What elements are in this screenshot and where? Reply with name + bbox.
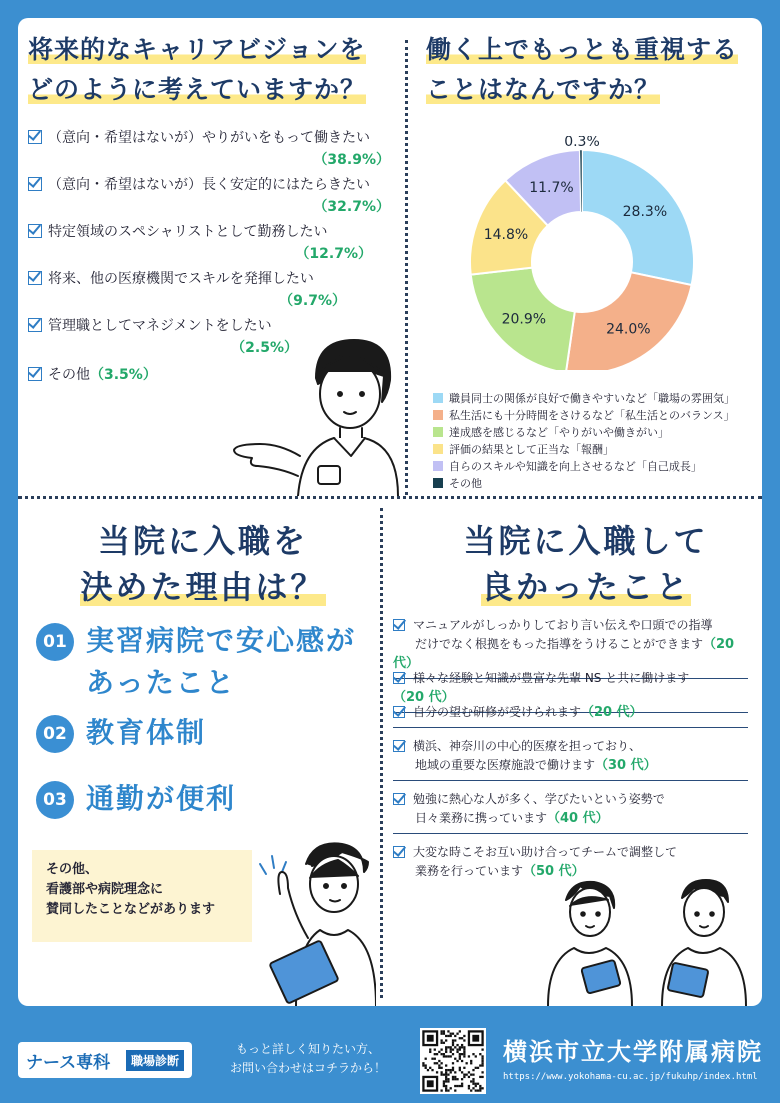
reason-number-badge: 01 [36, 623, 74, 661]
q1-option-text: 将来、他の医療機関でスキルを発揮したい [48, 271, 314, 287]
reason-number-badge: 03 [36, 781, 74, 819]
good-text-cont: だけでなく根拠をもった指導をうけることができます [415, 637, 704, 651]
q1-title [28, 30, 366, 110]
good-text: マニュアルがしっかりしており言い伝えや口頭での指導 [413, 618, 713, 632]
other-reasons-note [32, 850, 252, 942]
legend-swatch [433, 427, 443, 437]
divider-vertical-top [405, 40, 408, 495]
legend-label: 達成感を感じるなど「やりがいや働きがい」 [449, 426, 669, 439]
checkbox-icon [28, 367, 42, 381]
reason-text: 教育体制 [86, 716, 207, 749]
good-text: 様々な経験と知識が豊富な先輩 NS と共に働けます [413, 671, 690, 685]
legend-swatch [433, 444, 443, 454]
q1-option-text: 管理職としてマネジメントをしたい [48, 318, 272, 334]
good-age: （20 代） [393, 690, 455, 705]
hospital-name: 横浜市立大学附属病院 [503, 1038, 763, 1066]
checkbox-icon [28, 130, 42, 144]
legend-label: 私生活にも十分時間をさけるなど「私生活とのバランス」 [449, 409, 735, 422]
qr-code-icon[interactable] [420, 1028, 486, 1094]
good-text: 横浜、神奈川の中心的医療を担っており、 [413, 739, 642, 753]
checkbox-icon [28, 177, 42, 191]
legend-label: 自らのスキルや知識を向上させるなど「自己成長」 [449, 460, 702, 473]
good-item-4 [393, 737, 748, 781]
good-age: （50 代） [523, 864, 585, 879]
q1-option-2 [28, 174, 398, 216]
good-age: （40 代） [547, 811, 609, 826]
q1-option-pct: （38.9%） [313, 152, 390, 168]
donut-label-1: 28.3% [622, 203, 668, 220]
hospital-url-link[interactable]: https://www.yokohama-cu.ac.jp/fukuhp/index.html [503, 1072, 758, 1082]
reason-text-cont: あったこと [86, 666, 236, 699]
footer-desc-line: もっと詳しく知りたい方、 [236, 1042, 381, 1056]
q2-title-line2: ことはなんですか？ [426, 75, 661, 104]
reason-item-2 [36, 712, 206, 754]
checkbox-icon [393, 846, 405, 858]
legend-swatch [433, 410, 443, 420]
reasons-title-line2: 決めた理由は？ [80, 568, 326, 606]
reason-number-badge: 02 [36, 715, 74, 753]
checkbox-icon [28, 271, 42, 285]
donut-label-6: 0.3% [564, 136, 600, 150]
goods-title-line2: 良かったこと [480, 568, 691, 606]
q1-option-pct: （32.7%） [313, 199, 390, 215]
q1-option-pct: （12.7%） [295, 246, 372, 262]
good-item-3 [393, 703, 748, 728]
reason-item-3 [36, 778, 236, 820]
nurse-with-clipboard-illustration [246, 834, 376, 1006]
good-text: 自分の望む研修が受けられます [413, 705, 582, 719]
main-card [18, 18, 762, 1006]
checkbox-icon [393, 672, 405, 684]
legend-item-5 [433, 458, 735, 475]
q1-option-text: 特定領域のスペシャリストとして勤務したい [48, 224, 328, 240]
q1-option-pct: （3.5%） [90, 367, 157, 383]
reason-text: 通勤が便利 [86, 782, 237, 815]
q2-title-line1: 働く上でもっとも重視する [426, 35, 739, 64]
footer-desc-line: お問い合わせはコチラから！ [230, 1061, 387, 1075]
good-text-cont: 地域の重要な医療施設で働けます [415, 758, 596, 772]
legend-item-3 [433, 424, 735, 441]
reason-text: 実習病院で安心感が [86, 624, 357, 657]
nurse-pointing-illustration [228, 336, 400, 496]
legend-item-2 [433, 407, 735, 424]
legend-item-4 [433, 441, 735, 458]
q1-option-text: （意向・希望はないが）長く安定的にはたらきたい [48, 177, 370, 193]
checkbox-icon [28, 318, 42, 332]
q1-title-line1: 将来的なキャリアビジョンを [28, 35, 366, 64]
reason-item-1 [36, 620, 356, 704]
two-nurses-illustration [530, 878, 750, 1006]
footer [0, 1014, 780, 1103]
good-age: （30 代） [595, 758, 657, 773]
good-text-cont: 業務を行っています [415, 864, 524, 878]
q1-option-text: （意向・希望はないが）やりがいをもって働きたい [48, 130, 370, 146]
legend-item-6 [433, 475, 735, 492]
checkbox-icon [393, 793, 405, 805]
legend-swatch [433, 478, 443, 488]
good-text: 大変な時こそお互い助け合ってチームで調整して [413, 845, 678, 859]
donut-label-4: 14.8% [483, 227, 529, 244]
q1-option-text: その他 [48, 367, 90, 383]
footer-description [230, 1040, 386, 1078]
brand-name: ナース専科 [26, 1053, 111, 1073]
divider-horizontal [18, 496, 762, 499]
q1-option-4 [28, 268, 398, 310]
goods-title-line1: 当院に入職して [463, 522, 709, 560]
q1-option-1 [28, 127, 398, 169]
q1-option-pct: （9.7%） [279, 293, 346, 309]
q2-title [426, 30, 738, 110]
q1-option-3 [28, 221, 398, 263]
checkbox-icon [393, 706, 405, 718]
chart-legend [433, 390, 735, 492]
legend-label: 評価の結果として正当な「報酬」 [449, 443, 614, 456]
checkbox-icon [393, 619, 405, 631]
reasons-title [58, 518, 348, 610]
legend-swatch [433, 461, 443, 471]
donut-label-2: 24.0% [606, 321, 651, 338]
good-item-5 [393, 790, 748, 834]
note-line: 看護部や病院理念に [46, 882, 164, 897]
donut-label-5: 11.7% [529, 179, 574, 196]
brand-badge: 職場診断 [126, 1050, 184, 1071]
q1-option-pct: （2.5%） [231, 340, 298, 356]
goods-title [426, 518, 746, 610]
nurse-senka-logo[interactable] [18, 1042, 192, 1078]
note-line: 賛同したことなどがあります [46, 902, 216, 917]
legend-label: その他 [449, 477, 482, 490]
good-text-cont: 日々業務に携っています [415, 811, 548, 825]
q1-title-line2: どのように考えていますか？ [28, 75, 367, 104]
good-text: 勉強に熱心な人が多く、学びたいという姿勢で [413, 792, 665, 806]
donut-label-3: 20.9% [501, 311, 547, 328]
legend-item-1 [433, 390, 735, 407]
good-age: （20 代） [581, 705, 643, 720]
donut-chart [468, 136, 696, 370]
divider-vertical-bottom [380, 508, 383, 998]
good-age: （20 代） [393, 637, 735, 671]
reasons-title-line1: 当院に入職を [97, 522, 308, 560]
legend-swatch [433, 393, 443, 403]
checkbox-icon [28, 224, 42, 238]
checkbox-icon [393, 740, 405, 752]
legend-label: 職員同士の関係が良好で働きやすいなど「職場の雰囲気」 [449, 392, 735, 405]
note-line: その他、 [46, 862, 99, 877]
